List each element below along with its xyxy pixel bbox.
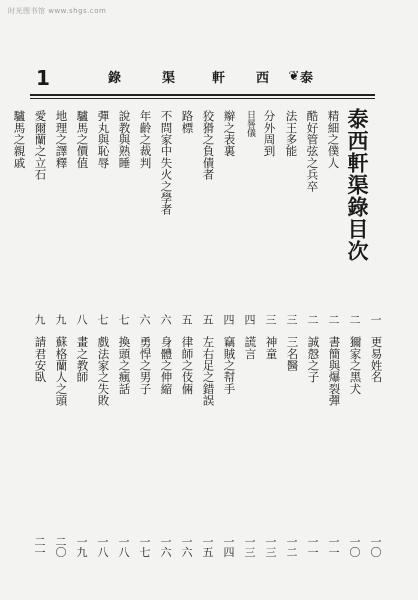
page-ref: 一五 (201, 536, 214, 557)
toc-entry: 彈丸與恥辱 (96, 110, 111, 169)
toc-entry: 愛爾蘭之立石 (33, 110, 48, 181)
page-ref: 一一 (327, 536, 340, 557)
toc-entry: 驢馬之親戚 (12, 110, 27, 169)
toc-entry: 辮之表裏 (222, 110, 237, 157)
page-ref: 六 (138, 314, 151, 325)
page-ref: 八 (75, 314, 88, 325)
toc-entry: 更易姓名 (369, 336, 384, 383)
header-rule-thick (30, 94, 375, 96)
page-ref: 九 (54, 314, 67, 325)
page-ref: 一六 (159, 536, 172, 557)
toc-entry: 說教與熟睡 (117, 110, 132, 169)
page-ref: 九 (33, 314, 46, 325)
page-ref: 二 (306, 314, 319, 325)
header-rule-thin (30, 98, 375, 99)
toc-entry: 戲法家之失敗 (96, 336, 111, 407)
toc-entry: 畫之教師 (75, 336, 90, 383)
toc-entry: 路標 (180, 110, 195, 134)
page-ref: 七 (117, 314, 130, 325)
toc-entry: 酷好管弦之兵卒 (305, 110, 320, 192)
toc-entry: 地理之譯釋 (54, 110, 69, 169)
toc-entry: 誠慤之子 (306, 336, 321, 383)
running-header-char: 錄 (108, 71, 122, 86)
toc-entry: 換頭之瘋話 (117, 336, 132, 395)
toc-entry: 身體之伸縮 (159, 336, 174, 395)
page-ref: 一三 (264, 536, 277, 557)
page-ref: 一 (369, 314, 382, 325)
toc-entry: 書簡與爆裂彈 (327, 336, 342, 407)
page-ref: 二 (327, 314, 340, 325)
page-ref: 三 (264, 314, 277, 325)
toc-entry: 竊賊之幇手 (222, 336, 237, 395)
toc-entry: 法王多能 (284, 110, 299, 157)
toc-entry: 狡猾之負債者 (201, 110, 216, 181)
toc-entry: 蘇格蘭人之頭 (54, 336, 69, 407)
page-number: 1 (36, 66, 50, 90)
toc-entry: 獮家之黑犬 (348, 336, 363, 395)
page-ref: 二 (348, 314, 361, 325)
page-ref: 一七 (138, 536, 151, 557)
toc-entry: 不問家中失火之學者 (159, 110, 174, 216)
toc-entry: 謊言 (243, 336, 258, 360)
fleuron-ornament-icon: ❦ (288, 69, 300, 84)
page-ref: 一八 (96, 536, 109, 557)
watermark: 时光图书馆 www.shgs.com (8, 7, 107, 15)
toc-entry: 左右足之錯誤 (201, 336, 216, 407)
page-ref: 二一 (33, 536, 46, 557)
toc-entry: 三名醫 (285, 336, 300, 372)
page-ref: 三 (285, 314, 298, 325)
running-header-char: 西 (256, 71, 270, 86)
page-ref: 一〇 (348, 536, 361, 557)
running-header-char: 泰 (300, 71, 314, 86)
toc-entry: 精細之僕人 (326, 110, 341, 169)
toc-entry: 分外周到 (262, 110, 277, 157)
running-header-char: 渠 (162, 71, 176, 86)
document-title: 泰西軒渠錄目次 (345, 108, 370, 262)
page-ref: 一二 (285, 536, 298, 557)
toc-entry: 律師之伎倆 (180, 336, 195, 395)
page-ref: 一九 (75, 536, 88, 557)
page-ref: 一八 (117, 536, 130, 557)
toc-entry: 日晷儀 (245, 110, 255, 137)
page-ref: 一四 (222, 536, 235, 557)
toc-entry: 神童 (264, 336, 279, 360)
page-ref: 一一 (306, 536, 319, 557)
page-ref: 一〇 (369, 536, 382, 557)
page-ref: 五 (201, 314, 214, 325)
toc-entry: 勇悍之男子 (138, 336, 153, 395)
toc-entry: 驢馬之價值 (75, 110, 90, 169)
page-ref: 一三 (243, 536, 256, 557)
page-ref: 四 (222, 314, 235, 325)
page-ref: 二〇 (54, 536, 67, 557)
page-ref: 六 (159, 314, 172, 325)
page-ref: 四 (243, 314, 256, 325)
page-ref: 一六 (180, 536, 193, 557)
toc-entry: 請君安臥 (33, 336, 48, 383)
running-header-char: 軒 (212, 71, 226, 86)
page-ref: 七 (96, 314, 109, 325)
page-ref: 五 (180, 314, 193, 325)
toc-entry: 年齡之裁判 (138, 110, 153, 169)
